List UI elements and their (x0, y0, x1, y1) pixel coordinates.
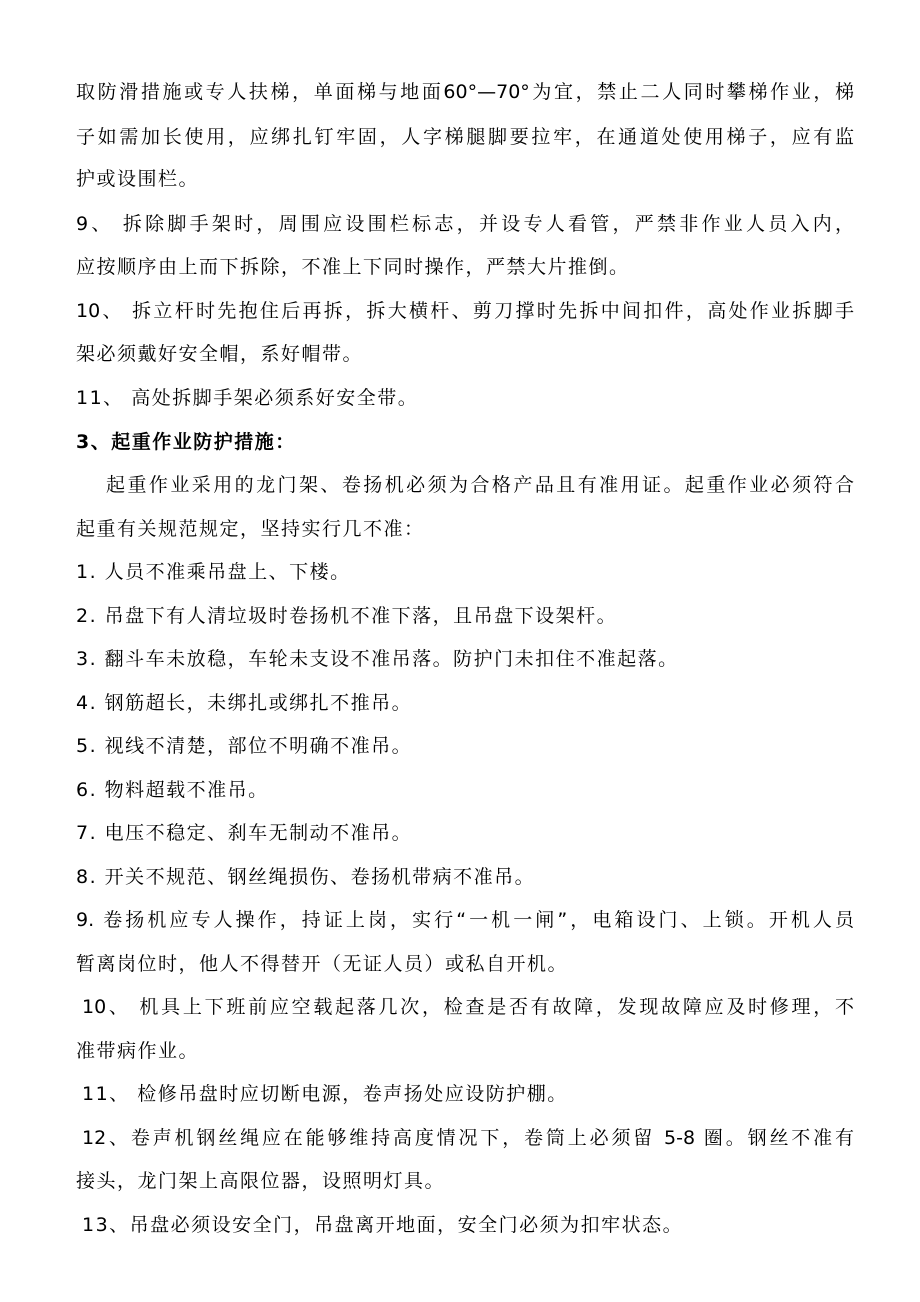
list-item: 8. 开关不规范、钢丝绳损伤、卷扬机带病不准吊。 (76, 866, 536, 888)
list-item: 2. 吊盘下有人清垃圾时卷扬机不准下落，且吊盘下设架杆。 (76, 605, 618, 627)
list-item: 4. 钢筋超长，未绑扎或绑扎不推吊。 (76, 692, 413, 714)
list-item: 11、 检修吊盘时应切断电源，卷声扬处应设防护棚。 (82, 1083, 568, 1105)
list-item: 5. 视线不清楚，部位不明确不准吊。 (76, 735, 413, 757)
list-item: 11、 高处拆脚手架必须系好安全带。 (76, 387, 419, 409)
section-heading: 3、起重作业防护措施： (76, 431, 296, 453)
text-line: 护或设围栏。 (76, 168, 200, 190)
list-item: 10、 机具上下班前应空载起落几次，检查是否有故障，发现故障应及时修理，不 (82, 996, 854, 1018)
list-item: 3. 翻斗车未放稳，车轮未支设不准吊落。防护门未扣住不准起落。 (76, 648, 679, 670)
list-item: 7. 电压不稳定、刹车无制动不准吊。 (76, 822, 413, 844)
text-line: 应按顺序由上而下拆除，不准上下同时操作，严禁大片推倒。 (76, 256, 630, 278)
list-item: 1. 人员不准乘吊盘上、下楼。 (76, 561, 351, 583)
text-line: 架必须戴好安全帽，系好帽带。 (76, 343, 364, 365)
list-item: 12、卷声机钢丝绳应在能够维持高度情况下，卷筒上必须留 5-8 圈。钢丝不准有 (82, 1127, 854, 1149)
text-line: 准带病作业。 (76, 1040, 200, 1062)
list-item: 6. 物料超载不准吊。 (76, 779, 269, 801)
list-item: 9. 卷扬机应专人操作，持证上岗，实行“一机一闸”，电箱设门、上锁。开机人员 (76, 909, 854, 931)
list-item: 13、吊盘必须设安全门，吊盘离开地面，安全门必须为扣牢状态。 (82, 1214, 684, 1236)
text-line: 取防滑措施或专人扶梯，单面梯与地面60°—70°为宜，禁止二人同时攀梯作业，梯 (76, 81, 854, 103)
text-line: 起重有关规范规定，坚持实行几不准： (76, 518, 425, 540)
list-item: 9、 拆除脚手架时，周围应设围栏标志，并设专人看管，严禁非作业人员入内， (76, 213, 854, 235)
text-line: 接头，龙门架上高限位器，设照明灯具。 (76, 1170, 446, 1192)
paragraph-line: 起重作业采用的龙门架、卷扬机必须为合格产品且有准用证。起重作业必须符合 (106, 474, 854, 496)
list-item: 10、 拆立杆时先抱住后再拆，拆大横杆、剪刀撑时先拆中间扣件，高处作业拆脚手 (76, 300, 854, 322)
text-line: 子如需加长使用，应绑扎钉牢固，人字梯腿脚要拉牢，在通道处使用梯子，应有监 (76, 126, 854, 148)
text-line: 暂离岗位时，他人不得替开（无证人员）或私自开机。 (76, 953, 569, 975)
